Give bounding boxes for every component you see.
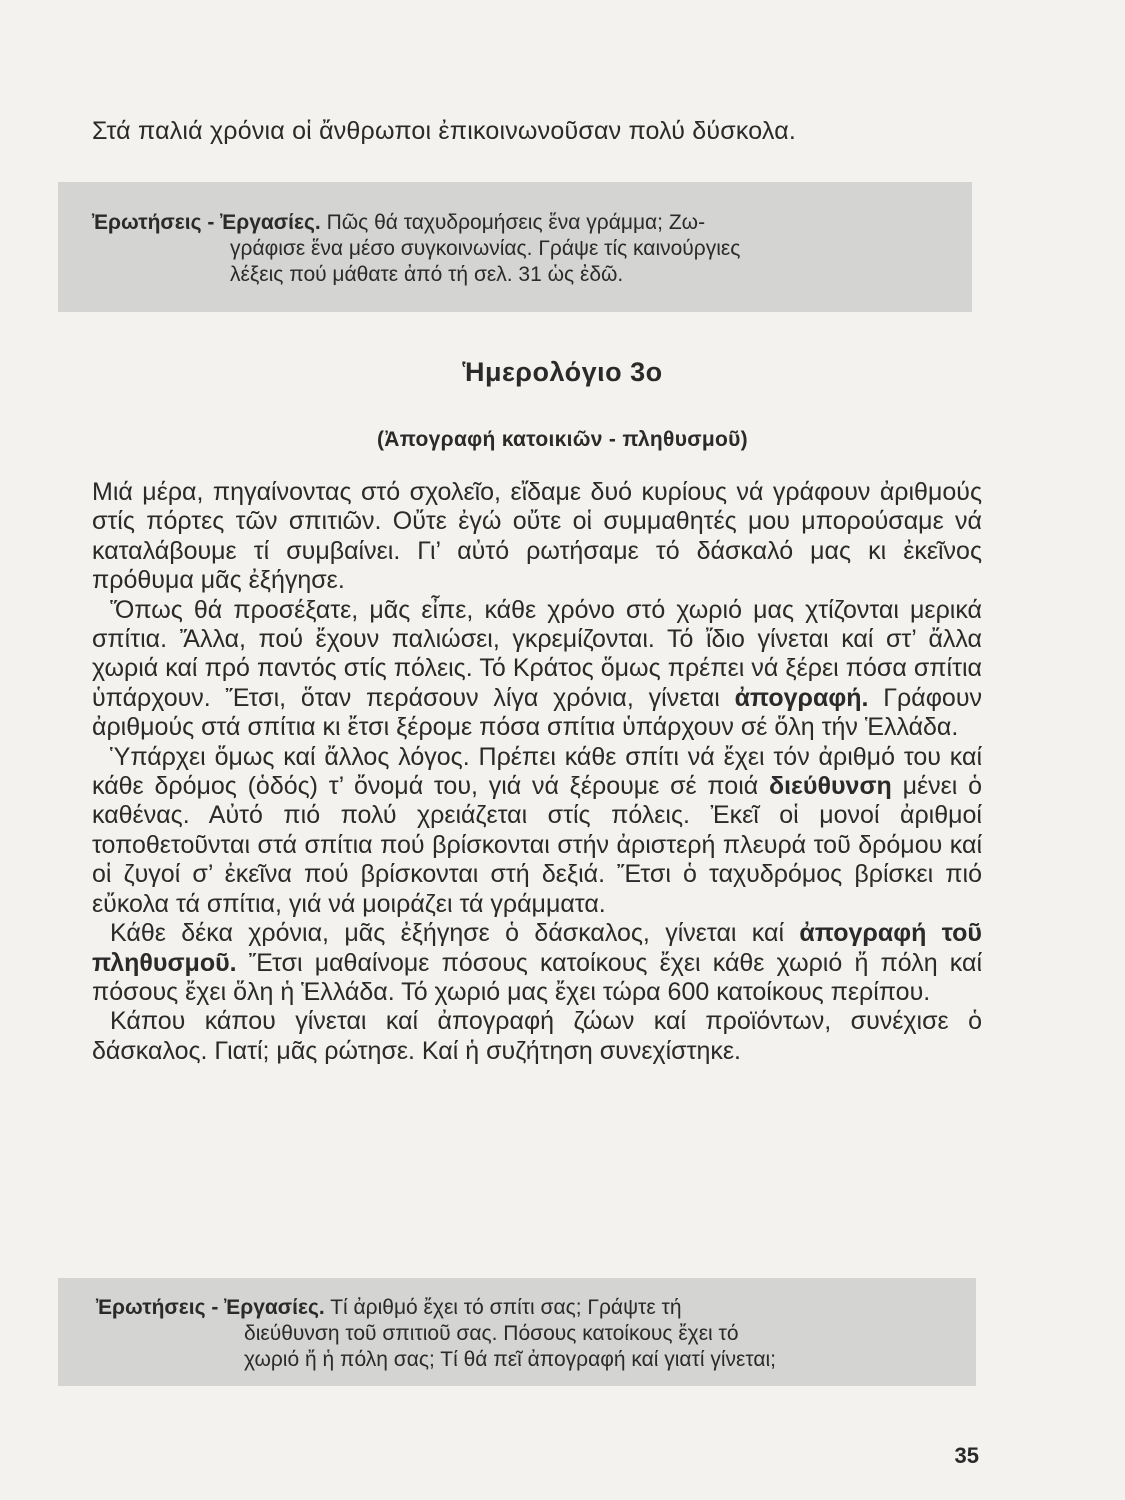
paragraph-3 (92, 743, 982, 919)
questions-box-2-text (96, 1295, 956, 1373)
paragraph-3-text-b: μένει ὁ καθένας. Αὐτό πιό πολύ χρειάζεται στίς πόλεις. Ἐκεῖ οἱ μονοί ἀριθμοί τοποθετοῦνται στά σπίτια πού βρίσκονται στήν ἀριστερή πλευρά τοῦ δρόμου καί οἱ ζυγοί σ’ ἐκεῖνα πού βρίσκονται στή δεξιά. Ἔτσι ὁ ταχυδρόμος βρίσκει πιό εὔκολα τά σπίτια, γιά νά μοιράζει τά γράμματα. (92, 772, 982, 918)
questions-box-1 (58, 182, 972, 312)
paragraph-2-text-a: Ὅπως θά προσέξατε, μᾶς εἶπε, κάθε χρόνο στό χωριό μας χτίζονται μερικά σπίτια. Ἄλλα, πού ἔχουν παλιώσει, γκρεμίζονται. Τό ἴδιο γίνεται καί στ’ ἄλλα χωριά καί πρό παντός στίς πόλεις. Τό Κράτος ὅμως πρέπει νά ξέρει πόσα σπίτια ὑπάρχουν. Ἔτσι, ὅταν περάσουν λίγα χρόνια, γίνεται (92, 595, 982, 712)
questions-2-line-3: χωριό ἤ ἡ πόλη σας; Τί θά πεῖ ἀπογραφή καί γιατί γίνεται; (244, 1348, 777, 1371)
questions-label-2: Ἐρωτήσεις - Ἐργασίες. (96, 1296, 325, 1319)
questions-label: Ἐρωτήσεις - Ἐργασίες. (92, 211, 321, 234)
term-apografi: ἀπογραφή. (734, 683, 869, 712)
questions-line-3: λέξεις πού μάθατε ἀπό τή σελ. 31 ὡς ἐδῶ. (230, 263, 624, 286)
section-title: Ἡμερολόγιο 3ο (462, 357, 663, 387)
paragraph-4-text-a: Κάθε δέκα χρόνια, μᾶς ἐξήγησε ὁ δάσκαλος, γίνεται καί (110, 919, 785, 948)
page-number: 35 (954, 1443, 979, 1468)
questions-2-line-1: Τί ἀριθμό ἔχει τό σπίτι σας; Γράψτε τή (330, 1296, 682, 1319)
diary-body (92, 478, 982, 1066)
paragraph-1 (92, 478, 982, 596)
questions-box-1-text (92, 210, 952, 288)
paragraph-2-text-b: Γράφουν ἀριθμούς στά σπίτια κι ἔτσι ξέρομε πόσα σπίτια ὑπάρχουν σέ ὅλη τήν Ἑλλάδα. (92, 683, 982, 742)
questions-line-1: Πῶς θά ταχυδρομήσεις ἕνα γράμμα; Ζω- (326, 211, 706, 234)
term-apografi-plithysmou: ἀπογραφή τοῦ πληθυσμοῦ. (92, 919, 982, 977)
intro-sentence: Στά παλιά χρόνια οἱ ἄνθρωποι ἐπικοινωνοῦσαν πολύ δύσκολα. (92, 117, 797, 145)
paragraph-3-text-a: Ὑπάρχει ὅμως καί ἄλλος λόγος. Πρέπει κάθε σπίτι νά ἔχει τόν ἀριθμό του καί κάθε δρόμος (ὁδός) τ’ ὄνομά του, γιά νά ξέρουμε σέ ποιά (92, 742, 982, 801)
paragraph-5 (92, 1007, 982, 1066)
paragraph-5-text: Κάπου κάπου γίνεται καί ἀπογραφή ζώων καί προϊόντων, συνέχισε ὁ δάσκαλος. Γιατί; μᾶς ρώτησε. Καί ἡ συζήτηση συνεχίστηκε. (92, 1007, 982, 1065)
paragraph-4-text-b: Ἔτσι μαθαίνομε πόσους κατοίκους ἔχει κάθε χωριό ἤ πόλη καί πόσους ἔχει ὅλη ἡ Ἑλλάδα. Τό χωριό μας ἔχει τώρα 600 κατοίκους περίπου. (92, 948, 982, 1006)
questions-box-2 (58, 1278, 976, 1386)
paragraph-1-text: Μιά μέρα, πηγαίνοντας στό σχολεῖο, εἴδαμε δυό κυρίους νά γράφουν ἀριθμούς στίς πόρτες τῶν σπιτιῶν. Οὔτε ἐγώ οὔτε οἱ συμμαθητές μου μπορούσαμε νά καταλάβουμε τί συμβαίνει. Γι’ αὐτό ρωτήσαμε τό δάσκαλό μας κι ἐκεῖνος πρόθυμα μᾶς ἐξήγησε. (92, 478, 982, 595)
questions-2-line-2: διεύθυνση τοῦ σπιτιοῦ σας. Πόσους κατοίκους ἔχει τό (244, 1322, 739, 1345)
section-subtitle: (Ἀπογραφή κατοικιῶν - πληθυσμοῦ) (377, 428, 748, 451)
paragraph-2 (92, 596, 982, 743)
questions-line-2: γράφισε ἕνα μέσο συγκοινωνίας. Γράψε τίς καινούργιες (230, 237, 741, 260)
term-dieuthinsi: διεύθυνση (768, 772, 892, 801)
paragraph-4 (92, 919, 982, 1007)
